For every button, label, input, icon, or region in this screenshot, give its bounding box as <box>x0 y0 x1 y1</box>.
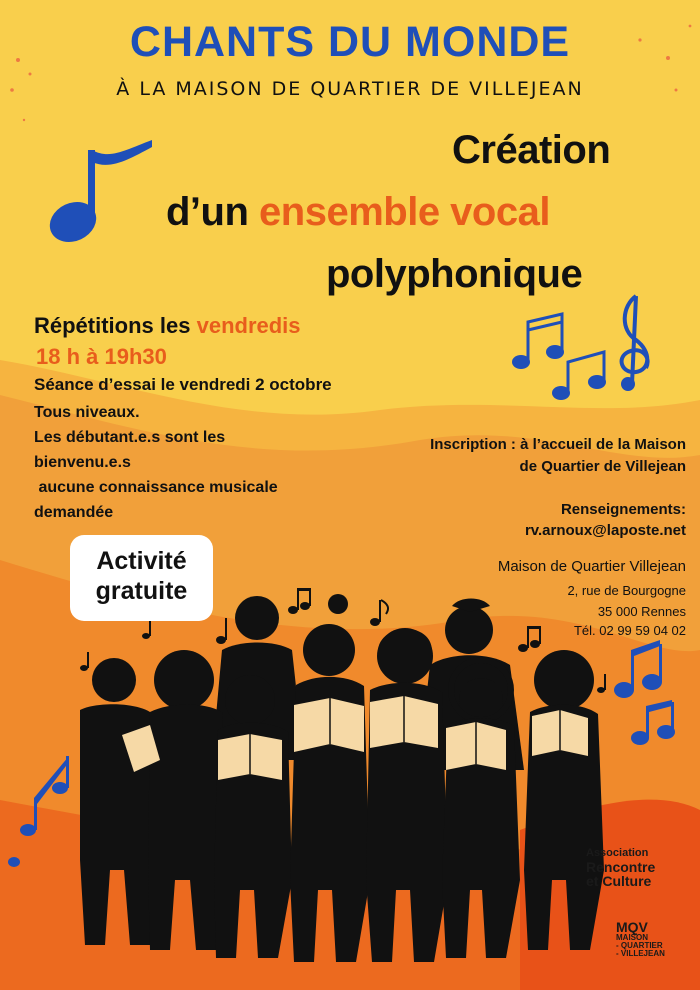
mqv-logo <box>616 920 665 958</box>
mqv-logo-line: - VILLEJEAN <box>616 949 665 958</box>
repetitions-line <box>34 313 301 339</box>
headline-line3: polyphonique <box>326 252 583 296</box>
headline-line1: Création <box>452 128 611 172</box>
association-logo <box>586 846 655 888</box>
rehearsal-hours: 18 h à 19h30 <box>36 344 167 369</box>
venue-city: 35 000 Rennes <box>597 604 686 619</box>
badge-line1: Activité <box>96 547 187 575</box>
headline-highlight: ensemble vocal <box>259 190 550 234</box>
poster-title: CHANTS DU MONDE <box>129 18 571 66</box>
repetitions-prefix: Répétitions les <box>34 313 197 338</box>
info-line: Tous niveaux. <box>34 404 140 421</box>
headline-line2 <box>166 190 550 235</box>
contact-email: rv.arnoux@laposte.net <box>524 522 686 539</box>
trial-session: Séance d’essai le vendredi 2 octobre <box>34 375 332 394</box>
info-line: bienvenu.e.s <box>34 454 131 471</box>
repetitions-day: vendredis <box>196 313 301 338</box>
mqv-logo-line: - QUARTIER <box>616 941 663 950</box>
badge-line2: gratuite <box>95 577 188 605</box>
inscription-line1: Inscription : à l’accueil de la Maison <box>430 436 686 453</box>
poster-subtitle: À LA MAISON DE QUARTIER DE VILLEJEAN <box>116 78 584 100</box>
association-logo-line: Association <box>586 847 649 859</box>
association-logo-line: et Culture <box>586 873 652 889</box>
info-line: aucune connaissance musicale <box>34 479 278 496</box>
venue-phone: Tél. 02 99 59 04 02 <box>573 623 686 638</box>
headline-line2-prefix: d’un <box>166 190 260 234</box>
mqv-logo-line: MAISON <box>616 933 648 942</box>
renseignements-label: Renseignements: <box>560 501 686 518</box>
info-line: Les débutant.e.s sont les <box>34 429 226 446</box>
free-activity-badge <box>70 535 213 621</box>
info-line: demandée <box>34 504 114 521</box>
venue-name: Maison de Quartier Villejean <box>497 558 686 575</box>
inscription-line2: de Quartier de Villejean <box>519 458 686 475</box>
mqv-mark: MQV <box>616 919 648 935</box>
venue-street: 2, rue de Bourgogne <box>567 583 686 598</box>
association-logo-line: Rencontre <box>586 859 656 875</box>
